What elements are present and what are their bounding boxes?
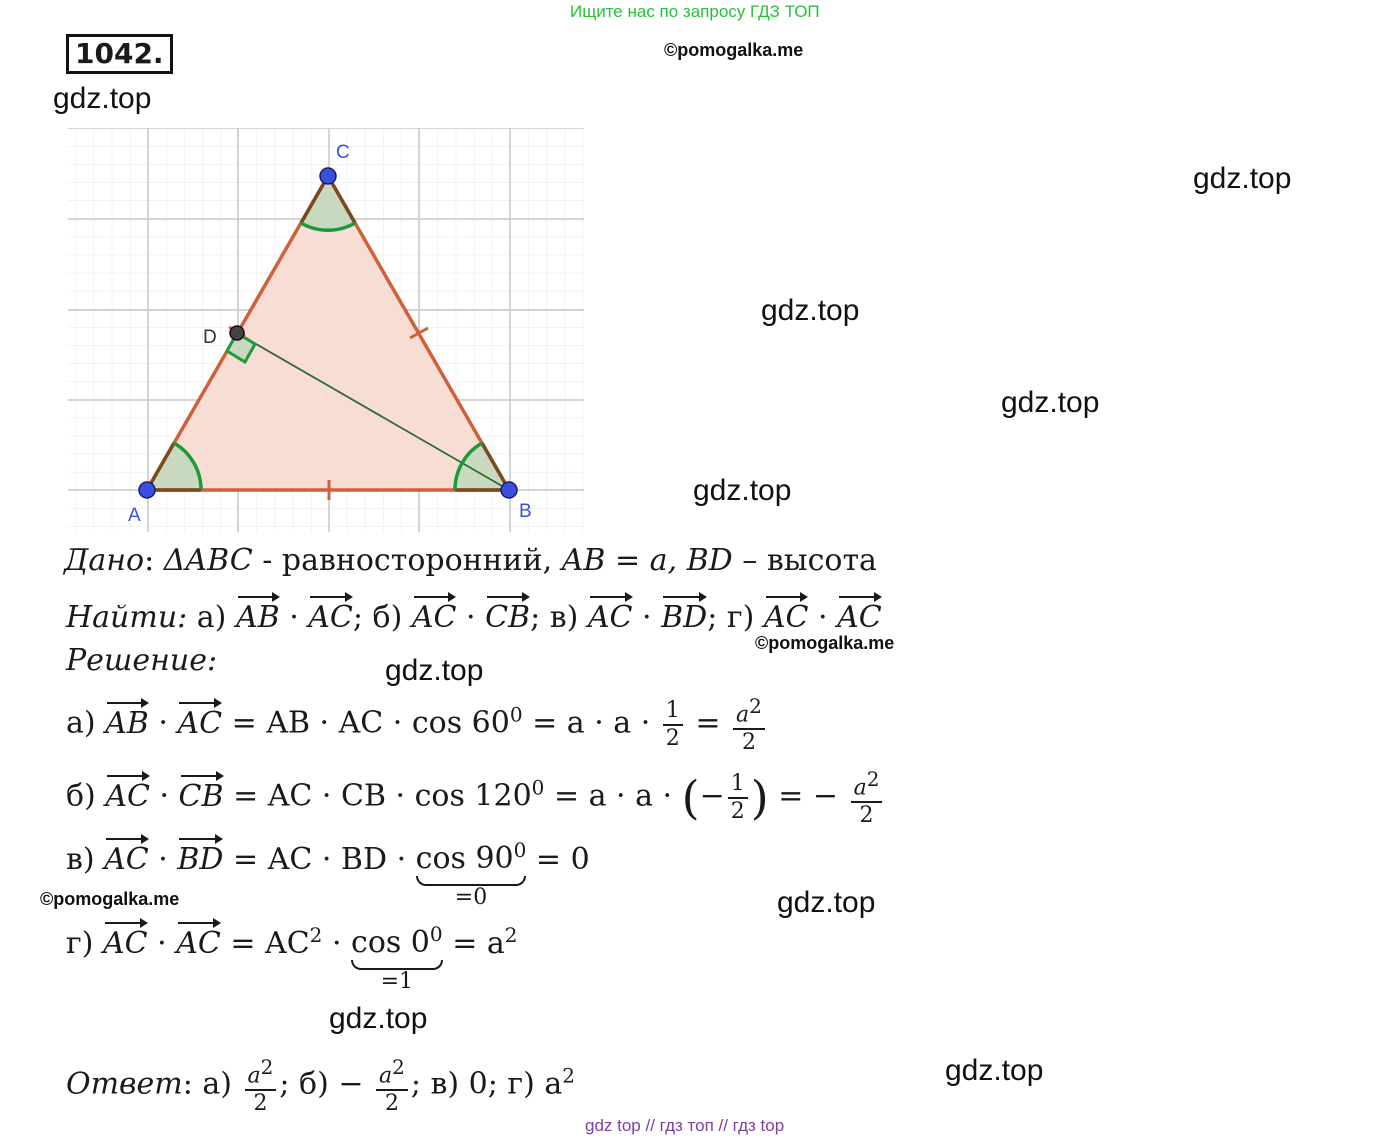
numerator: 1: [663, 698, 683, 726]
given-type: равносторонний,: [281, 543, 553, 578]
solution-a-rhs2: = a · a ·: [532, 705, 651, 741]
fraction-a-sq-half: [851, 766, 883, 829]
numerator: [376, 1054, 408, 1091]
vector-ac: AC: [103, 922, 148, 961]
find-v-label: в): [549, 600, 579, 635]
cos-text: cos 90: [415, 841, 514, 876]
vertex-b: [501, 482, 517, 498]
solution-v-rhs: = AC · BD ·: [233, 842, 407, 877]
vector-bd: BD: [177, 838, 223, 877]
given-bd: BD: [686, 543, 733, 578]
denominator: 2: [859, 803, 874, 829]
vector-ac: AC: [588, 596, 633, 635]
pomogalka-watermark: ©pomogalka.me: [40, 889, 180, 909]
label-d: D: [203, 327, 217, 348]
cos-expr: [416, 838, 527, 876]
gdz-watermark: gdz.top: [329, 1002, 428, 1035]
given-line: Дано: ΔABC - равносторонний, AB = a, BD – высота: [64, 543, 877, 578]
footer-links: gdz top // гдз топ // гдз top: [585, 1116, 785, 1135]
problem-number: 1042.: [66, 34, 173, 74]
solution-v: в) AC · BD = AC · BD · $\cos 90^0$ =0 = 0: [66, 838, 590, 910]
point-d: [230, 326, 244, 340]
search-banner: Ищите нас по запросу ГДЗ ТОП: [570, 2, 820, 21]
solution-g-rhs: = AC: [230, 926, 310, 961]
find-b-label: б): [372, 600, 403, 635]
vector-cb: CB: [179, 775, 224, 814]
gdz-watermark: gdz.top: [945, 1054, 1044, 1087]
pomogalka-watermark: ©pomogalka.me: [664, 40, 804, 60]
answer-colon: :: [182, 1066, 193, 1102]
gdz-watermark: gdz.top: [761, 294, 860, 327]
square: 2: [504, 923, 518, 947]
vertex-a: [139, 482, 155, 498]
solution-g-end: = a: [452, 926, 505, 961]
square: 2: [749, 694, 762, 718]
square: 2: [309, 923, 323, 947]
find-g-label: г): [726, 600, 755, 635]
given-eq: =: [614, 543, 641, 578]
cos-text: cos 0: [351, 925, 430, 960]
solution-b: б) AC · CB = AC · CB · $\cos 120^0 = a \cdot a$ · (− $\frac{1}{2}$ ) = − $\frac{a^2}{2}$: [66, 766, 885, 829]
answer-b-label: б) −: [299, 1066, 364, 1102]
degree: 0: [531, 775, 545, 800]
minus-sign: −: [699, 778, 725, 814]
degree: 0: [513, 838, 527, 862]
gdz-watermark: gdz.top: [385, 654, 484, 687]
solution-v-end: = 0: [535, 842, 590, 877]
degree: 0: [509, 702, 523, 727]
square: 2: [866, 767, 880, 791]
underbrace-cos90: [416, 838, 527, 910]
square: 2: [260, 1055, 274, 1079]
vector-ab: AB: [105, 702, 149, 741]
vector-ac: AC: [412, 596, 457, 635]
vector-ac: AC: [308, 596, 353, 635]
square: 2: [392, 1055, 405, 1079]
item-label: б): [66, 778, 96, 814]
find-a-label: а): [196, 600, 227, 635]
item-label: в): [66, 842, 95, 877]
minus-sign: −: [812, 778, 839, 814]
given-label: Дано: [64, 543, 145, 578]
vector-cb: CB: [485, 596, 530, 635]
given-ab: AB: [561, 543, 606, 578]
solution-a: а) AB · AC = AB · AC · $\cos 60^0 = a \cdot a$ · $\frac{1}{2}$ = $\frac{a^2}{2}$: [66, 693, 768, 756]
vector-ac: AC: [104, 838, 149, 877]
numerator: 1: [728, 771, 748, 799]
given-dash: -: [262, 543, 282, 578]
answer-v-label: в) 0;: [430, 1066, 498, 1102]
var-a: a: [853, 775, 867, 801]
find-line: Найти: а) AB · AC; б) AC · CB; в) AC · BD; г) AC · AC: [66, 596, 882, 635]
fraction-half: [728, 771, 748, 825]
solution-a-rhs: = AB · AC · cos 60: [231, 705, 510, 741]
item-label: г): [66, 926, 94, 961]
vector-ab: AB: [236, 596, 280, 635]
denominator: 2: [253, 1091, 268, 1117]
vector-ac: AC: [176, 922, 221, 961]
answer-a-label: а): [202, 1066, 232, 1102]
gdz-watermark: gdz.top: [777, 886, 876, 919]
answer-g-label: г) a: [507, 1066, 563, 1102]
given-triangle: ΔABC: [163, 543, 253, 578]
fraction-a-sq-half: [376, 1054, 408, 1117]
under-value: =0: [454, 885, 488, 910]
given-height: высота: [766, 543, 877, 578]
label-a: A: [128, 505, 141, 526]
vertex-c: [320, 168, 336, 184]
fraction-a-sq-half: [245, 1054, 277, 1117]
denominator: 2: [741, 730, 756, 756]
fraction-a-sq-half: [733, 693, 765, 756]
given-a: a,: [649, 543, 678, 578]
pomogalka-watermark: ©pomogalka.me: [755, 633, 895, 653]
item-label: а): [66, 705, 96, 741]
denominator: 2: [384, 1091, 399, 1117]
numerator: [733, 693, 765, 730]
denominator: 2: [665, 725, 680, 751]
cos-expr: [351, 922, 443, 960]
vector-ac: AC: [177, 702, 222, 741]
vector-ac: AC: [764, 596, 809, 635]
underbrace-cos0: [351, 922, 443, 994]
answer-label: Ответ: [66, 1066, 183, 1102]
fraction-half: [663, 698, 683, 752]
label-c: C: [336, 142, 350, 163]
find-label: Найти:: [66, 600, 188, 635]
answer-line: Ответ: а) $\frac{a^2}{2}$ ; б) − $\frac{a^2}{2}$ ; в) 0; г) $a^2$: [66, 1055, 575, 1117]
var-a: a: [379, 1063, 393, 1089]
triangle-figure: [68, 128, 584, 532]
gdz-watermark: gdz.top: [693, 474, 792, 507]
gdz-watermark: gdz.top: [53, 82, 152, 115]
numerator: [245, 1054, 277, 1091]
given-dash2: –: [732, 543, 767, 578]
solution-label: Решение:: [66, 643, 218, 678]
label-b: B: [519, 501, 532, 522]
under-value: =1: [380, 969, 414, 994]
vector-bd: BD: [661, 596, 707, 635]
vector-ac: AC: [837, 596, 882, 635]
numerator: [851, 766, 883, 803]
solution-b-rhs2: = a · a ·: [553, 778, 673, 814]
square: 2: [562, 1063, 575, 1088]
vector-ac: AC: [105, 775, 150, 814]
gdz-watermark: gdz.top: [1001, 386, 1100, 419]
denominator: 2: [730, 798, 745, 824]
solution-b-rhs: = AC · CB · cos 120: [233, 778, 532, 814]
solution-g: г) AC · AC = $AC^2$ · $\cos 0^0$ =1 = $a^2$: [66, 922, 518, 994]
var-a: a: [736, 702, 750, 728]
var-a: a: [247, 1063, 261, 1089]
degree: 0: [429, 922, 443, 946]
gdz-watermark: gdz.top: [1193, 162, 1292, 195]
